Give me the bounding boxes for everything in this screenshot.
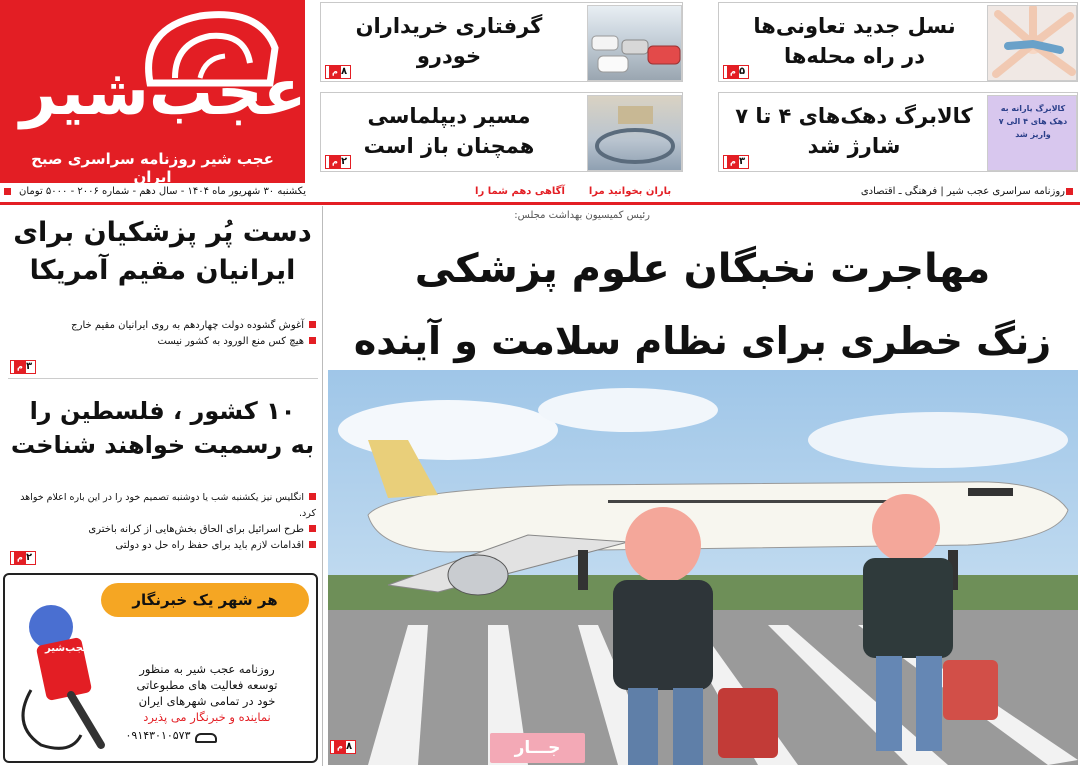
issue-info: یکشنبه ۳۰ شهریور ماه ۱۴۰۴ - سال دهم - شماره ۲۰۰۶ - ۵۰۰۰ تومان [19, 186, 306, 197]
teaser-title: گرفتاری خریداران خودرو [355, 14, 543, 68]
main-photo [328, 370, 1078, 765]
header-rule [0, 202, 1080, 205]
teaser-thumbnail-council [587, 95, 682, 171]
microphone-icon [11, 595, 121, 755]
page-ref-badge: م ۳ [10, 360, 36, 374]
story-pezeshkian-bullets [20, 318, 316, 350]
teaser-title: مسیر دیپلماسی همچنان باز است [363, 104, 535, 158]
teaser-cooperatives[interactable] [718, 2, 1078, 82]
ad-text-line: نماینده و خبرنگار می پذیرد [143, 710, 271, 724]
ad-phone-number[interactable]: ۰۹۱۴۳۰۱۰۵۷۳ [125, 729, 191, 742]
ad-text-line: خود در تمامی شهرهای ایران [138, 694, 276, 708]
infobar-square-icon [4, 188, 11, 195]
masthead [0, 0, 307, 186]
teaser-diplomacy[interactable] [320, 92, 683, 172]
logo-wordmark: عجب‌شیر [20, 56, 307, 130]
phone-icon [195, 733, 217, 743]
masthead-tagline: عجب شیر روزنامه سراسری صبح ایران [31, 150, 274, 186]
jar-stamp: جـــار [490, 733, 585, 763]
page-ref-badge: م ۵ [723, 65, 749, 79]
mic-logo: عجب‌شیر [45, 643, 90, 654]
divider [8, 378, 318, 379]
bullet-square-icon [309, 337, 316, 344]
paper-label: روزنامه سراسری عجب شیر | فرهنگی ـ اقتصادی [860, 186, 1065, 197]
main-kicker: رئیس کمیسیون بهداشت مجلس: [514, 210, 650, 221]
list-item: هیچ کس منع الورود به کشور نیست [20, 334, 316, 350]
story-pezeshkian-headline[interactable]: دست پُر پزشکیان برای ایرانیان مقیم آمریکا [13, 217, 312, 286]
list-item: طرح اسرائیل برای الحاق بخش‌هایی از کرانه باختری [8, 522, 316, 538]
ad-text-line: روزنامه عجب شیر به منظور [139, 662, 275, 676]
teaser-title: نسل جدید تعاونی‌ها در راه محله‌ها [753, 14, 956, 68]
column-divider [322, 206, 323, 766]
teaser-title: کالابرگ دهک‌های ۴ تا ۷ شارژ شد [735, 104, 973, 158]
page-ref-badge: م ۸ [330, 740, 356, 754]
teaser-thumbnail-coupon-card: کالابرگ یارانه به دهک های ۴ الی ۷ واریز شد [987, 95, 1077, 171]
teaser-thumbnail-cars [587, 5, 682, 81]
main-headline-line2[interactable]: زنگ خطری برای نظام سلامت و آینده [353, 319, 1052, 363]
bullet-square-icon [309, 493, 316, 500]
page-ref-badge: م ۲ [325, 155, 351, 169]
teaser-coupons[interactable] [718, 92, 1078, 172]
list-item: آغوش گشوده دولت چهاردهم به روی ایرانیان مقیم خارج [20, 318, 316, 334]
bullet-square-icon [309, 321, 316, 328]
bullet-square-icon [309, 541, 316, 548]
slogan-2: آگاهی دهم شما را [475, 186, 565, 197]
story-palestine-headline[interactable]: ۱۰ کشور ، فلسطین را به رسمیت خواهند شناخت [10, 397, 315, 459]
bullet-square-icon [309, 525, 316, 532]
list-item: انگلیس نیز یکشنبه شب یا دوشنبه تصمیم خود را در این باره اعلام خواهد کرد. [20, 492, 316, 519]
page-ref-badge: م ۲ [10, 551, 36, 565]
ad-text-line: توسعه فعالیت های مطبوعاتی [136, 678, 278, 692]
main-headline-line1[interactable]: مهاجرت نخبگان علوم پزشکی [414, 246, 991, 292]
slogan-1: باران بخوانید مرا [588, 186, 672, 197]
teaser-thumbnail-hands [987, 5, 1077, 81]
teaser-car-buyers[interactable] [320, 2, 683, 82]
infobar-square-icon [1066, 188, 1073, 195]
ad-banner: هر شهر یک خبرنگار [101, 583, 309, 617]
list-item: اقدامات لازم باید برای حفظ راه حل دو دولتی [8, 538, 316, 554]
story-palestine-bullets [8, 490, 316, 554]
reporter-recruitment-ad[interactable] [3, 573, 318, 763]
page-ref-badge: م ۸ [325, 65, 351, 79]
page-ref-badge: م ۳ [723, 155, 749, 169]
